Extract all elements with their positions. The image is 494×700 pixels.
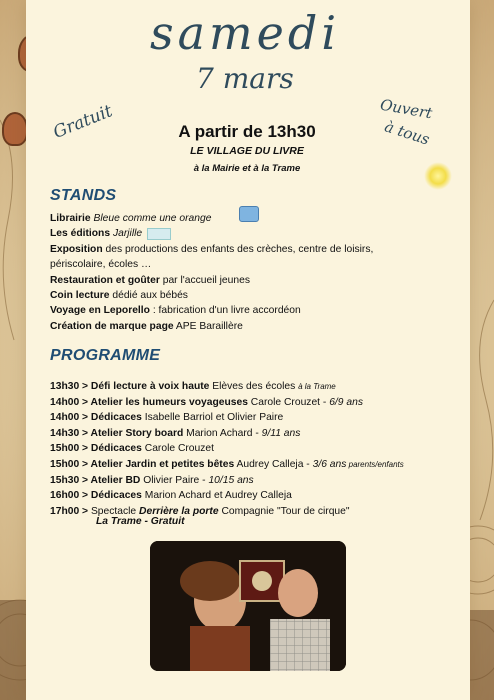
programme-host: Carole Crouzet: [141, 443, 214, 455]
programme-footer: La Trame - Gratuit: [96, 516, 185, 527]
programme-host: Spectacle: [88, 505, 140, 517]
programme-note: à la Trame: [298, 382, 336, 391]
event-name: LE VILLAGE DU LIVRE: [190, 145, 304, 157]
stand-item: [50, 304, 301, 317]
stand-name: Exposition: [50, 243, 103, 255]
stand-detail: périscolaire, écoles …: [50, 259, 152, 271]
programme-activity: 16h00 > Dédicaces: [50, 490, 142, 502]
programme-host: Marion Achard et Audrey Calleja: [141, 490, 292, 502]
day-title: samedi: [150, 6, 341, 60]
programme-item: [50, 489, 292, 502]
publisher-logo-icon: [147, 228, 171, 240]
programme-host: Olivier Paire -: [140, 474, 209, 486]
stand-detail: Jarjille: [110, 228, 143, 240]
bookshop-logo-icon: [239, 206, 259, 222]
stand-detail: Bleue comme une orange: [90, 213, 212, 224]
programme-host: Elèves des écoles: [209, 381, 299, 392]
stand-detail: par l'accueil jeunes: [159, 274, 250, 286]
stand-name: Librairie: [50, 213, 91, 224]
stand-name: Les éditions: [50, 228, 111, 240]
stand-name: Coin lecture: [50, 290, 110, 301]
programme-activity: 14h00 > Dédicaces: [50, 412, 142, 424]
programme-host: Carole Crouzet -: [247, 396, 330, 408]
stand-item: [50, 212, 211, 225]
free-tag: Gratuit: [50, 101, 116, 143]
stand-name: Voyage en Leporello: [50, 305, 150, 317]
programme-item: [50, 442, 214, 455]
programme-activity: 15h30 > Atelier BD: [50, 474, 141, 486]
programme-activity: 17h00 >: [50, 505, 89, 517]
stand-item: [50, 289, 188, 302]
programme-item: [50, 411, 283, 424]
programme-activity: 14h30 > Atelier Story board: [50, 427, 184, 439]
start-time: A partir de 13h30: [178, 122, 316, 141]
stand-item: [50, 243, 373, 256]
programme-activity: 15h00 > Dédicaces: [50, 443, 142, 455]
programme-company: Compagnie "Tour de cirque": [218, 505, 350, 517]
stand-item: [50, 320, 243, 333]
stand-detail: : fabrication d'un livre accordéon: [149, 305, 301, 317]
programme-age: 9/11 ans: [261, 427, 301, 439]
programme-item: [50, 505, 350, 518]
programme-item: [50, 427, 300, 440]
programme-item: [50, 380, 336, 393]
programme-title: PROGRAMME: [50, 347, 161, 364]
stand-item: [50, 274, 250, 287]
programme-age: 10/15 ans: [208, 474, 254, 486]
programme-activity: 14h00 > Atelier les humeurs voyageuses: [50, 396, 248, 408]
programme-age: 6/9 ans: [329, 396, 363, 408]
stand-detail: dédié aux bébés: [109, 290, 188, 301]
programme-age: 3/6 ans: [312, 459, 347, 470]
stand-name: Restauration et goûter: [50, 274, 160, 286]
open-tag-line2: à tous: [382, 117, 432, 149]
programme-host: Isabelle Barriol et Olivier Paire: [141, 412, 284, 424]
photo-illustration: [150, 541, 346, 671]
programme-host: Marion Achard -: [183, 427, 262, 439]
stand-detail: APE Baraillère: [173, 320, 243, 332]
programme-item: [50, 458, 404, 471]
programme-activity: 13h30 > Défi lecture à voix haute: [50, 381, 210, 392]
programme-activity: 15h00 > Atelier Jardin et petites bêtes: [50, 459, 235, 470]
programme-item: [50, 396, 363, 409]
open-tag-line1: Ouvert: [378, 95, 434, 123]
programme-host: Audrey Calleja -: [234, 459, 313, 470]
performance-photo: [150, 541, 346, 671]
programme-note: parents/enfants: [346, 460, 404, 469]
stand-item: [50, 227, 171, 240]
date-title: 7 mars: [196, 62, 294, 95]
stands-title: STANDS: [50, 187, 117, 204]
programme-show-title: Derrière la porte: [139, 505, 219, 517]
stand-item: [50, 258, 151, 271]
programme-item: [50, 474, 254, 487]
stand-detail: des productions des enfants des crèches, centre de loisirs,: [102, 243, 374, 255]
event-place: à la Mairie et à la Trame: [193, 163, 301, 174]
stand-name: Création de marque page: [50, 320, 174, 332]
